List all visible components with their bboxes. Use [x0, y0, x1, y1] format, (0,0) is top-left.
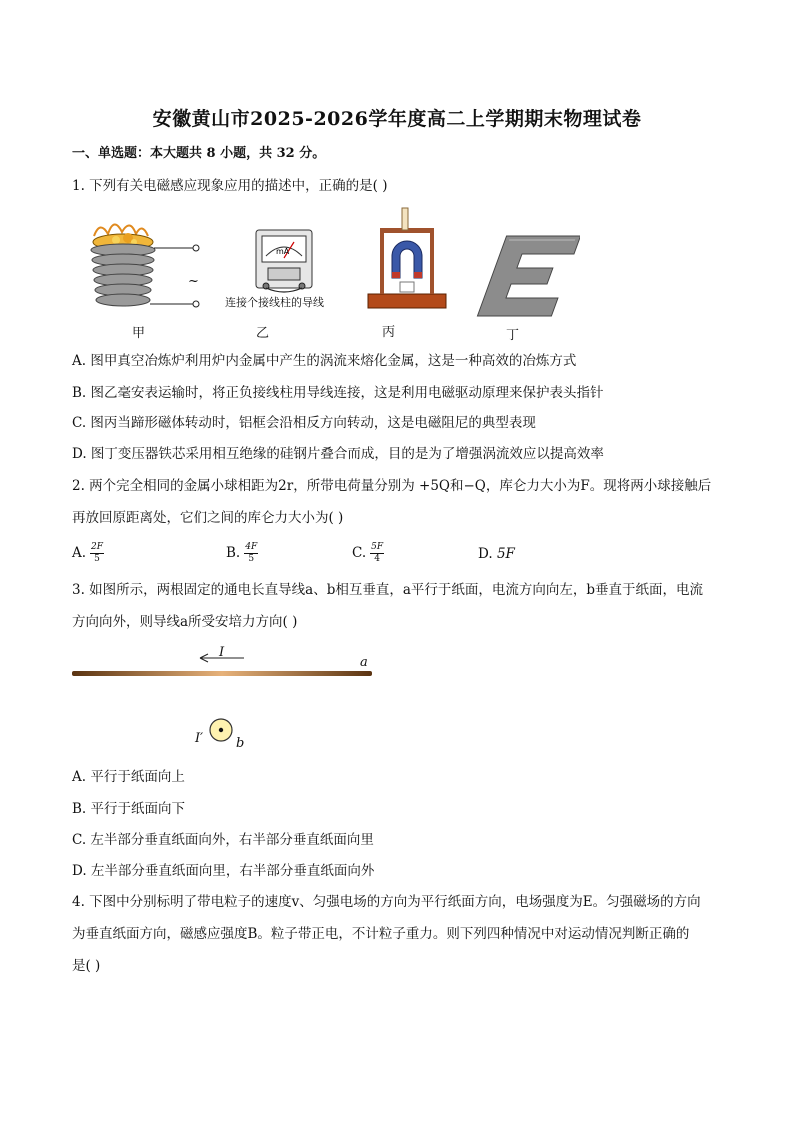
q2-option-a-denominator: 5 — [94, 554, 100, 564]
section-heading: 一、单选题：本大题共 8 小题，共 32 分。 — [72, 146, 326, 161]
q2-option-b-numerator: 4F — [245, 542, 258, 552]
q1-option-d: D. 图丁变压器铁芯采用相互绝缘的硅钢片叠合而成，目的是为了增强涡流效应以提高效率 — [72, 446, 604, 462]
wire-a — [72, 671, 372, 676]
horseshoe-magnet-figure — [366, 206, 450, 312]
question-2-line-1: 2. 两个完全相同的金属小球相距为2r，所带电荷量分别为 +5Q和−Q，库仑力大小为F。现将两小球接触后 — [72, 478, 712, 494]
q2-option-c — [352, 542, 384, 565]
q2-option-b-letter: B. — [226, 545, 241, 561]
question-4-line-3: 是( ) — [72, 958, 101, 974]
furnace-coil-figure — [78, 214, 208, 314]
current-label-b: I′ — [195, 731, 204, 746]
q2-option-c-numerator: 5F — [371, 542, 384, 552]
q2-option-a — [72, 542, 104, 565]
question-4-line-1: 4. 下图中分别标明了带电粒子的速度v、匀强电场的方向为平行纸面方向，电场强度为E。匀强磁场的方向 — [72, 894, 701, 910]
milliammeter-figure — [254, 226, 318, 294]
q3-option-d: D. 左半部分垂直纸面向里，右半部分垂直纸面向外 — [72, 863, 375, 879]
q2-option-b — [226, 542, 258, 565]
wire-label-a: a — [360, 655, 368, 670]
q2-option-c-denominator: 4 — [374, 554, 380, 564]
figure-label-yi: 乙 — [256, 326, 270, 341]
figure-label-jia: 甲 — [132, 326, 146, 341]
q2-option-d-letter: D. — [478, 546, 493, 562]
meter-unit-text: mA — [276, 247, 290, 256]
question-4-line-2: 为垂直纸面方向，磁感应强度B。粒子带正电，不计粒子重力。则下列四种情况中对运动情况判断正确的 — [72, 926, 690, 942]
figure-label-ding: 丁 — [506, 328, 520, 343]
q2-option-b-denominator: 5 — [248, 554, 255, 564]
question-3-line-2: 方向向外，则导线a所受安培力方向( ) — [72, 614, 298, 630]
question-3-line-1: 3. 如图所示，两根固定的通电长直导线a、b相互垂直，a平行于纸面，电流方向向左，b垂直于纸面，电流 — [72, 582, 704, 598]
figure-b-caption: 连接个接线柱的导线 — [225, 296, 324, 309]
q3-option-a: A. 平行于纸面向上 — [72, 769, 185, 785]
question-1-stem: 1. 下列有关电磁感应现象应用的描述中，正确的是( ) — [72, 178, 388, 194]
q1-option-c: C. 图丙当蹄形磁体转动时，铝框会沿相反方向转动，这是电磁阻尼的典型表现 — [72, 415, 536, 431]
q3-option-b: B. 平行于纸面向下 — [72, 801, 186, 817]
q3-option-c: C. 左半部分垂直纸面向外，右半部分垂直纸面向里 — [72, 832, 374, 848]
q2-option-c-letter: C. — [352, 545, 367, 561]
q2-option-a-letter: A. — [72, 545, 87, 561]
current-wires-figure — [70, 640, 380, 760]
q1-option-b: B. 图乙毫安表运输时，将正负接线柱用导线连接，这是利用电磁驱动原理来保护表头指针 — [72, 385, 604, 401]
figure-label-bing: 丙 — [382, 325, 396, 340]
q2-option-a-numerator: 2F — [91, 542, 104, 552]
exam-title: 安徽黄山市2025-2026学年度高二上学期期末物理试卷 — [152, 108, 642, 130]
current-label-a: I — [219, 645, 225, 660]
wire-label-b: b — [236, 736, 245, 751]
transformer-core-figure — [476, 232, 580, 324]
q2-option-d-text: 5F — [496, 546, 515, 562]
question-2-line-2: 再放回原距离处，它们之间的库仑力大小为( ) — [72, 510, 344, 526]
ac-source-symbol: ~ — [188, 274, 199, 289]
q1-option-a: A. 图甲真空冶炼炉利用炉内金属中产生的涡流来熔化金属，这是一种高效的冶炼方式 — [72, 353, 577, 369]
q2-option-d — [478, 546, 515, 562]
